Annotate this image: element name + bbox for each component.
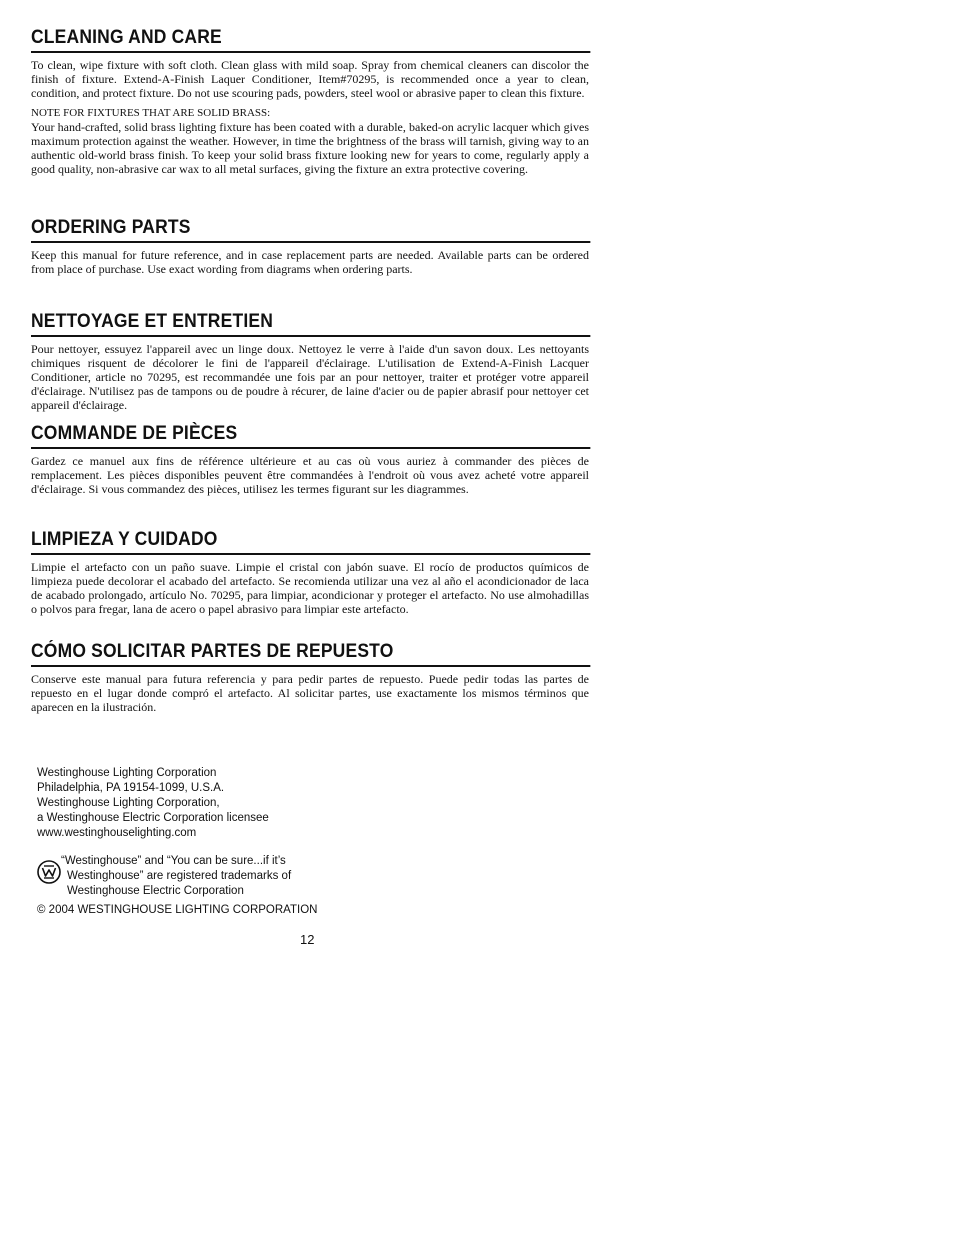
company-address-block	[37, 766, 337, 841]
page-number: 12	[300, 932, 315, 947]
cleaning-paragraph: To clean, wipe fixture with soft cloth. Clean glass with mild soap. Spray from chemical cleaners can discolor the finish of fixture. Extend-A-Finish Laquer Conditioner, Item#70295, is recommended once a year to clean, condition, and protect fixture. Do not use scouring pads, powders, steel wool or abrasive paper to clean this fixture.	[31, 58, 589, 100]
solicitar-paragraph: Conserve este manual para futura referencia y para pedir partes de repuesto. Puede pedir todas las partes de repuesto en el lugar donde compró el artefacto. Al solicitar partes, use exactamente los mismos términos que aparecen en la ilustración.	[31, 672, 589, 714]
copyright-notice: © 2004 WESTINGHOUSE LIGHTING CORPORATION	[37, 904, 318, 916]
ordering-section	[31, 216, 591, 276]
nettoyage-paragraph: Pour nettoyer, essuyez l'appareil avec un linge doux. Nettoyez le verre à l'aide d'un savon doux. Les nettoyants chimiques risquent de décolorer le fini de l'appareil d'éclairage. L'utilisation de Extend-A-Finish Lacquer Conditioner, article no 70295, est recommandée une fois par an pour nettoyer, traiter et protéger votre appareil d'éclairage. N'utilisez pas de tampons ou de poudre à récurer, de laine d'acier ou de papier abrasif pour nettoyer cet appareil d'éclairage.	[31, 342, 589, 412]
company-website: www.westinghouselighting.com	[37, 827, 197, 839]
solicitar-section	[31, 640, 591, 714]
company-city: Philadelphia, PA 19154-1099, U.S.A.	[37, 782, 225, 794]
limpieza-section	[31, 528, 591, 616]
cleaning-section	[31, 26, 591, 176]
commande-heading: COMMANDE DE PIÈCES	[31, 422, 590, 449]
company-name: Westinghouse Lighting Corporation	[37, 767, 217, 779]
trademark-block	[37, 854, 337, 899]
commande-section	[31, 422, 591, 496]
solicitar-heading: CÓMO SOLICITAR PARTES DE REPUESTO	[31, 640, 590, 667]
westinghouse-logo-icon	[37, 860, 61, 884]
trademark-line-3: Westinghouse Electric Corporation	[67, 885, 244, 897]
cleaning-heading: CLEANING AND CARE	[31, 26, 590, 53]
nettoyage-heading: NETTOYAGE ET ENTRETIEN	[31, 310, 590, 337]
ordering-heading: ORDERING PARTS	[31, 216, 590, 243]
nettoyage-section	[31, 310, 591, 412]
limpieza-heading: LIMPIEZA Y CUIDADO	[31, 528, 590, 555]
company-name-2: Westinghouse Lighting Corporation,	[37, 797, 220, 809]
limpieza-paragraph: Limpie el artefacto con un paño suave. Limpie el cristal con jabón suave. El rocío de productos químicos de limpieza puede decolorar el acabado del artefacto. Se recomienda utilizar una vez al año el acondicionador de laca de acabado prolongado, artículo No. 70295, para limpiar, acondicionar y proteger el artefacto. No use almohadillas o polvos para fregar, lana de acero o papel abrasivo para limpiar este artefacto.	[31, 560, 589, 616]
commande-paragraph: Gardez ce manuel aux fins de référence ultérieure et au cas où vous auriez à commander des pièces de remplacement. Les pièces disponibles peuvent être commandées à l'endroit où vous avez acheté votre appareil d'éclairage. Si vous commandez des pièces, utilisez les termes figurant sur les diagrammes.	[31, 454, 589, 496]
brass-note-title: NOTE FOR FIXTURES THAT ARE SOLID BRASS:	[31, 107, 271, 119]
brass-note-paragraph: Your hand-crafted, solid brass lighting fixture has been coated with a durable, baked-on acrylic lacquer which gives maximum protection against the weather. However, in time the brightness of the brass will tarnish, giving way to an authentic old-world brass finish. To keep your solid brass fixture looking new for years to come, regularly apply a good quality, non-abrasive car wax to all metal surfaces, giving the fixture an extra protective covering.	[31, 120, 589, 176]
licensee-line: a Westinghouse Electric Corporation licensee	[37, 812, 269, 824]
ordering-paragraph: Keep this manual for future reference, and in case replacement parts are needed. Available parts can be ordered from place of purchase. Use exact wording from diagrams when ordering parts.	[31, 248, 589, 276]
trademark-line-2: Westinghouse” are registered trademarks of	[67, 870, 292, 882]
trademark-line-1: “Westinghouse” and “You can be sure...if it’s	[61, 855, 286, 867]
